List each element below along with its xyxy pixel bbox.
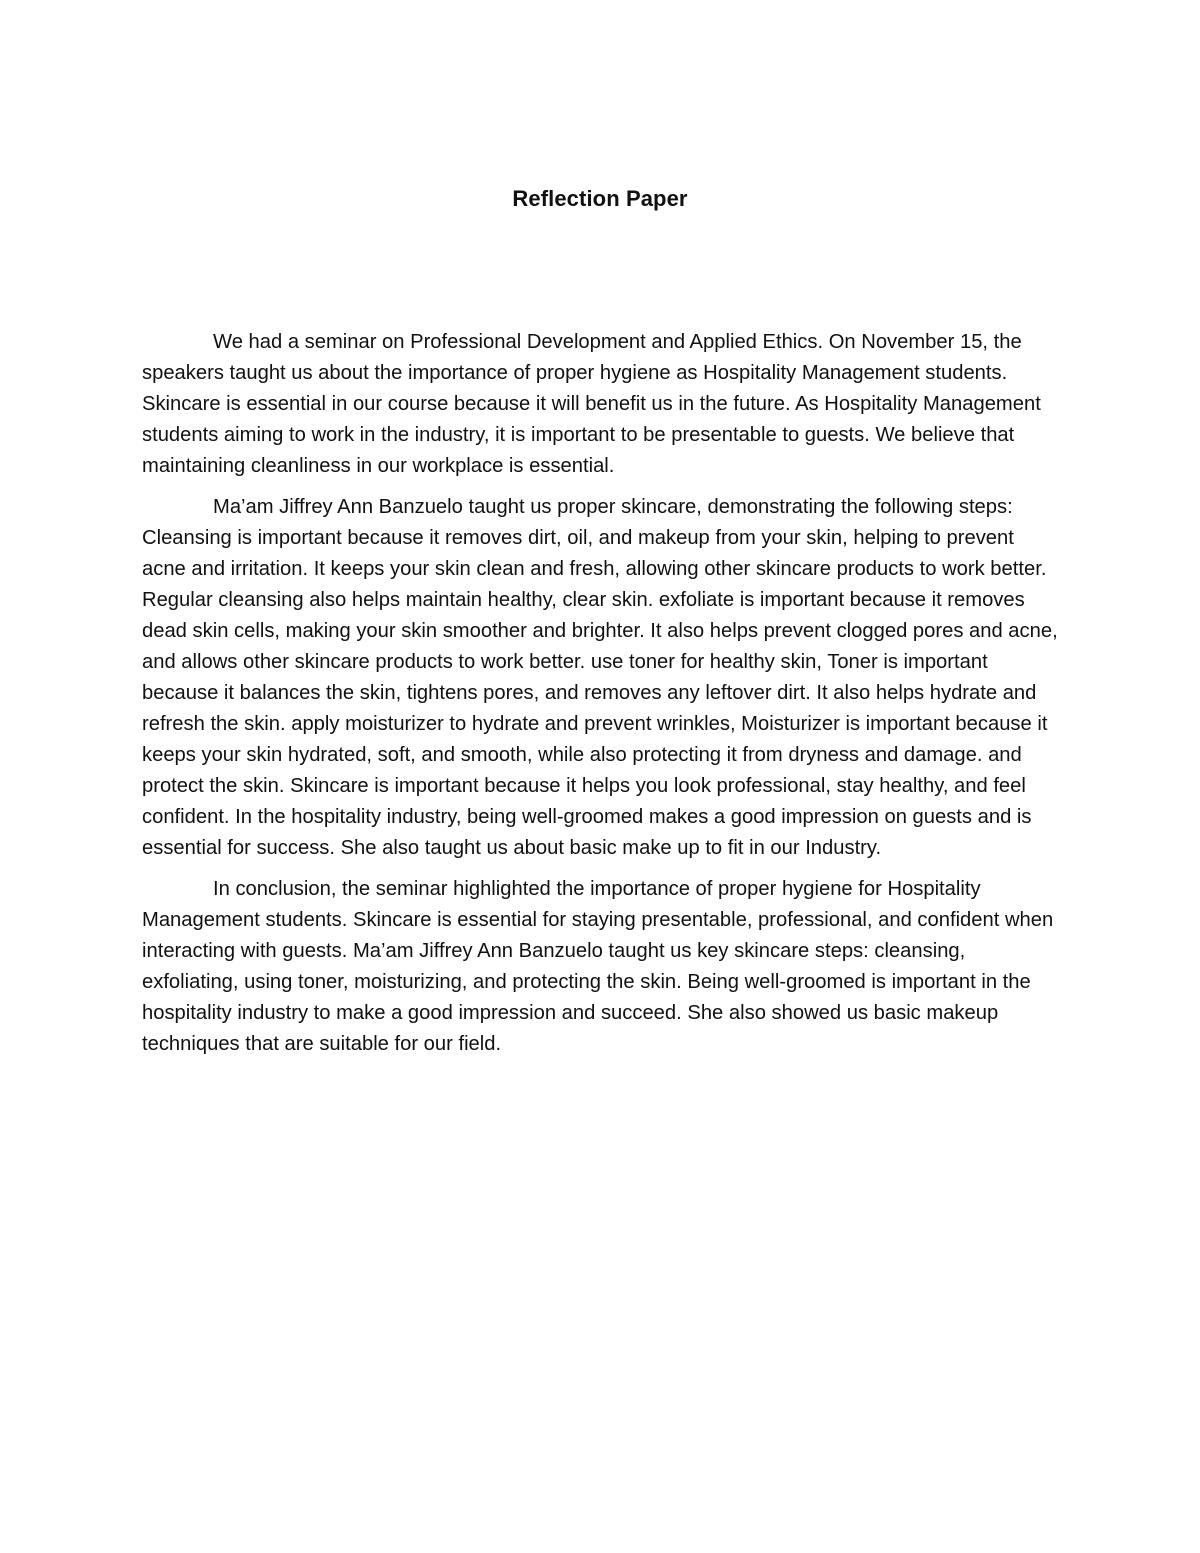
paragraph-intro: We had a seminar on Professional Development and Applied Ethics. On November 15, the speakers taught us about the importance of proper hygiene as Hospitality Management students. Skincare is essential in our course because it will benefit us in the future. As Hospitality Management students aiming to work in the industry, it is important to be presentable to guests. We believe that maintaining cleanliness in our workplace is essential. — [142, 331, 1041, 477]
page-title: Reflection Paper — [512, 186, 688, 211]
document-body — [142, 327, 1062, 1070]
paragraph-skincare-steps: Ma’am Jiffrey Ann Banzuelo taught us proper skincare, demonstrating the following steps: Cleansing is important because it removes dirt, oil, and makeup from your skin, helping to prevent acne and irritation. It keeps your skin clean and fresh, allowing other skincare products to work better. Regular cleansing also helps maintain healthy, clear skin. exfoliate is important because it removes dead skin cells, making your skin smoother and brighter. It also helps prevent clogged pores and acne, and allows other skincare products to work better. use toner for healthy skin, Toner is important because it balances the skin, tightens pores, and removes any leftover dirt. It also helps hydrate and refresh the skin. apply moisturizer to hydrate and prevent wrinkles, Moisturizer is important because it keeps your skin hydrated, soft, and smooth, while also protecting it from dryness and damage. and protect the skin. Skincare is important because it helps you look professional, stay healthy, and feel confident. In the hospitality industry, being well-groomed makes a good impression on guests and is essential for success. She also taught us about basic make up to fit in our Industry. — [142, 496, 1058, 859]
paragraph-conclusion: In conclusion, the seminar highlighted the importance of proper hygiene for Hospitality Management students. Skincare is essential for staying presentable, professional, and confident when interacting with guests. Ma’am Jiffrey Ann Banzuelo taught us key skincare steps: cleansing, exfoliating, using toner, moisturizing, and protecting the skin. Being well-groomed is important in the hospitality industry to make a good impression and succeed. She also showed us basic makeup techniques that are suitable for our field. — [142, 878, 1054, 1055]
